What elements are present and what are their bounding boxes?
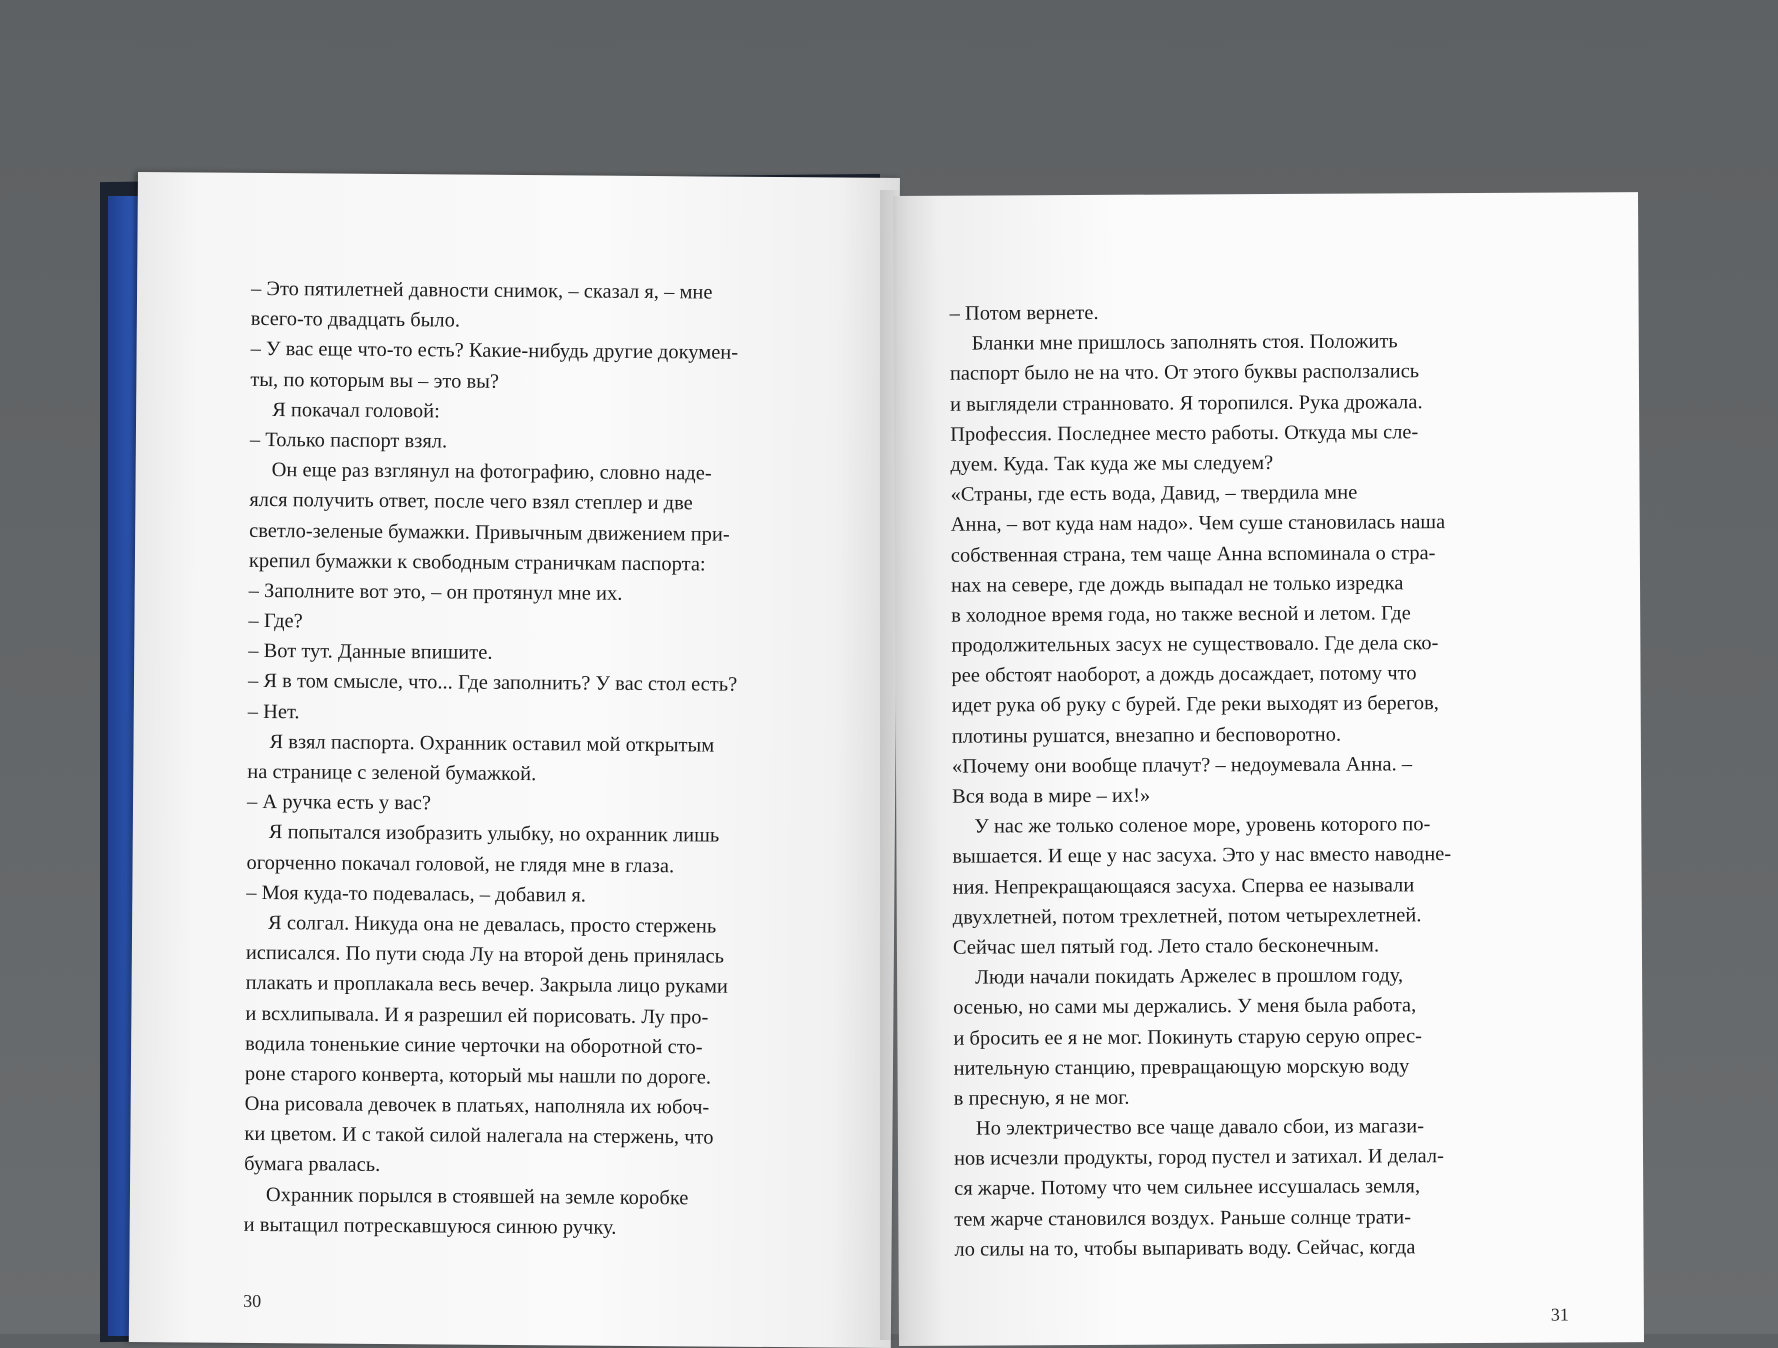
text-line: – Вот тут. Данные впишите. <box>248 640 493 665</box>
text-line: исписался. По пути сюда Лу на второй день принялась <box>245 941 725 968</box>
text-line: нов исчезли продукты, город пустел и затихал. И делал- <box>953 1145 1444 1170</box>
text-line: Я солгал. Никуда она не девалась, просто стержень <box>268 911 717 938</box>
text-line: Профессия. Последнее место работы. Откуда мы сле- <box>950 421 1419 446</box>
book-gutter-shadow <box>880 190 910 1340</box>
text-line: ся жарче. Потому что чем сильнее иссушалась земля, <box>954 1175 1421 1201</box>
right-page-text <box>950 295 1570 1264</box>
text-line: – Заполните вот это, – он протянул мне их. <box>248 579 623 605</box>
text-line: ки цветом. И с такой силой налегала на стержень, что <box>244 1123 714 1149</box>
text-line: ты, по которым вы – это вы? <box>250 368 500 393</box>
text-line: и бросить ее я не мог. Покинуть старую серую опрес- <box>953 1024 1423 1050</box>
left-page-number: 30 <box>243 1290 262 1312</box>
text-line: нах на севере, где дождь выпадал не только изредка <box>950 572 1404 597</box>
text-line: – Я в том смысле, что... Где заполнить? У вас стол есть? <box>247 670 738 697</box>
text-line: плакать и проплакала весь вечер. Закрыла лицо руками <box>245 972 729 998</box>
text-line: Люди начали покидать Аржелес в прошлом году, <box>975 964 1404 989</box>
text-line: Я взял паспорта. Охранник оставил мой открытым <box>269 730 715 757</box>
text-line: паспорт было не на что. От этого буквы расползались <box>949 360 1420 386</box>
text-line: – Нет. <box>247 700 300 723</box>
text-line: Она рисовала девочек в платьях, наполняла их юбоч- <box>244 1092 710 1119</box>
text-line: – Только паспорт взял. <box>249 428 448 453</box>
text-line: – Это пятилетней давности снимок, – сказал я, – мне <box>250 277 713 304</box>
text-line: светло-зеленые бумажки. Привычным движением при- <box>249 519 730 546</box>
text-line: ялся получить ответ, после чего взял степлер и две <box>249 489 693 515</box>
text-line: – У вас еще что-то есть? Какие-нибудь другие докумен- <box>250 338 739 365</box>
text-line: Бланки мне пришлось заполнять стоя. Положить <box>971 330 1398 355</box>
text-line: продолжительных засух не существовало. Где дела ско- <box>951 632 1439 657</box>
text-line: – Где? <box>248 609 303 633</box>
text-line: крепил бумажки к свободным страничкам паспорта: <box>248 549 706 576</box>
text-line: всего-то двадцать было. <box>250 308 461 332</box>
text-line: и вытащил потрескавшуюся синюю ручку. <box>243 1213 617 1239</box>
right-page-number: 31 <box>1550 1304 1569 1325</box>
text-line: в пресную, я не мог. <box>953 1086 1130 1110</box>
text-line: ния. Непрекращающаяся засуха. Сперва ее называли <box>952 873 1415 899</box>
text-line: дуем. Куда. Так куда же мы следуем? <box>950 451 1274 476</box>
text-line: ло силы на то, чтобы выпаривать воду. Сейчас, когда <box>954 1236 1416 1261</box>
text-line: огорченно покачал головой, не глядя мне в глаза. <box>246 851 675 877</box>
text-line: Анна, – вот куда нам надо». Чем суше становилась наша <box>950 511 1446 537</box>
text-line: Я покачал головой: <box>272 398 440 423</box>
text-line: водила тоненькие синие черточки на оборотной сто- <box>245 1032 703 1059</box>
right-page <box>893 192 1644 1346</box>
text-line: осенью, но сами мы держались. У меня была работа, <box>953 994 1417 1020</box>
text-line: – Потом вернете. <box>949 301 1099 325</box>
text-line: и всхлипывала. И я разрешил ей порисовать. Лу про- <box>245 1002 709 1029</box>
text-line: У нас же только соленое море, уровень которого по- <box>974 813 1431 838</box>
text-line: Сейчас шел пятый год. Лето стало бесконечным. <box>952 934 1380 959</box>
text-line: тем жарче становился воздух. Раньше солнце трати- <box>954 1205 1412 1231</box>
text-line: на странице с зеленой бумажкой. <box>247 760 537 786</box>
text-line: и выглядели странновато. Я торопился. Рука дрожала. <box>950 390 1423 416</box>
text-line: роне старого конверта, который мы нашли по дороге. <box>244 1062 712 1089</box>
left-page <box>129 172 900 1348</box>
text-line: Я попытался изобразить улыбку, но охранник лишь <box>268 821 720 847</box>
text-line: «Почему они вообще плачут? – недоумевала Анна. – <box>951 753 1413 778</box>
text-line: Охранник порылся в стоявшей на земле коробке <box>265 1183 689 1209</box>
text-line: – Моя куда-то подевалась, – добавил я. <box>246 881 587 907</box>
text-line: Он еще раз взглянул на фотографию, словно наде- <box>271 459 712 485</box>
text-line: – А ручка есть у вас? <box>246 791 432 815</box>
text-line: Вся вода в мире – их!» <box>952 784 1151 808</box>
text-line: плотины рушатся, внезапно и бесповоротно. <box>951 723 1342 748</box>
text-line: двухлетней, потом трехлетней, потом четырехлетней. <box>952 903 1422 929</box>
text-line: идет рука об руку с бурей. Где реки выходят из берегов, <box>951 692 1439 718</box>
text-line: в холодное время года, но также весной и летом. Где <box>951 602 1411 627</box>
text-line: «Страны, где есть вода, Давид, – твердила мне <box>950 481 1358 506</box>
text-line: вышается. И еще у нас засуха. Это у нас вместо наводне- <box>952 843 1452 869</box>
left-page-text <box>244 274 840 1245</box>
text-line: бумага рвалась. <box>244 1153 381 1177</box>
text-line: Но электричество все чаще давало сбои, из магази- <box>975 1115 1425 1140</box>
text-line: нительную станцию, превращающую морскую воду <box>953 1054 1410 1080</box>
text-line: собственная страна, тем чаще Анна вспоминала о стра- <box>950 541 1436 567</box>
text-line: рее обстоят наоборот, а дождь досаждает, потому что <box>951 662 1417 687</box>
